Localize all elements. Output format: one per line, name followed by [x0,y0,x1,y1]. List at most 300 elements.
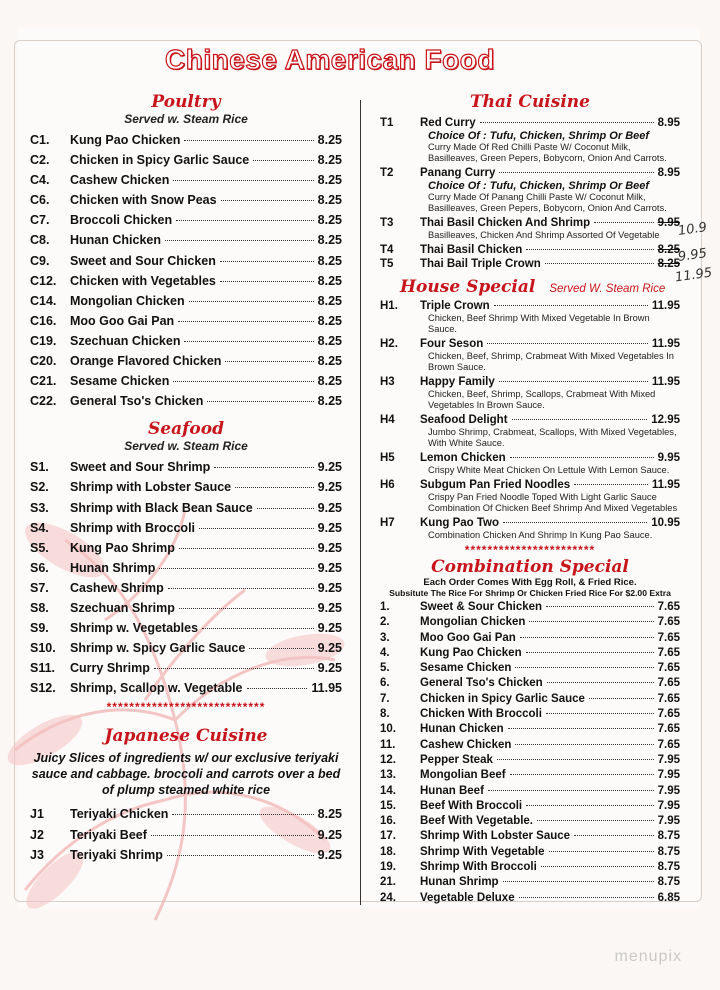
menu-item [30,804,342,824]
item-price: 8.75 [657,830,680,843]
dot-leader [546,606,654,607]
house-title: House Special [400,277,536,297]
item-price: 11.95 [651,376,680,388]
dot-leader [178,321,313,322]
menu-item [380,799,680,814]
item-name: Mongolian Beef [420,769,506,782]
poultry-title: Poultry [151,92,221,112]
item-code: S6. [30,560,49,575]
item-name: Chicken with Snow Peas [70,193,217,208]
item-price: 10.95 [651,517,680,529]
item-name: Chicken With Broccoli [420,708,542,721]
item-price: 8.25 [317,313,342,328]
item-code: 4. [380,646,390,659]
item-price: 9.25 [317,540,342,555]
item-price: 8.25 [317,173,342,188]
item-price: 9.25 [317,580,342,595]
menu-item [30,638,342,658]
menu-item [30,518,342,538]
item-name: Sweet & Sour Chicken [420,601,543,613]
item-code: 21. [380,876,396,889]
item-price: 9.25 [317,460,342,475]
dot-leader [529,621,653,622]
dot-leader [546,713,654,714]
seafood-title: Seafood [148,419,224,440]
dot-leader [541,866,654,867]
t2-choice: Choice Of : Tufu, Chicken, Shrimp Or Beef [428,180,650,192]
menu-item [30,331,342,351]
item-code: 6. [380,677,390,690]
item-code: S12. [30,681,56,696]
item-name: Shrimp, Scallop w. Vegetable [70,681,243,696]
item-code: H4 [380,414,395,426]
item-code: C21. [30,374,57,389]
item-price: 7.95 [657,769,680,782]
item-price: 8.25 [317,807,342,822]
menu-item [30,190,342,210]
item-price: 11.95 [651,300,680,312]
menu-item [380,451,680,465]
item-name: Vegetable Deluxe [420,891,515,904]
house-stars: *********************** [464,543,596,557]
dot-leader [220,281,314,282]
dot-leader [179,608,314,609]
menu-item [30,371,342,391]
item-name: Hunan Chicken [420,723,504,736]
dot-leader [189,301,314,302]
item-price: 9.25 [317,661,342,676]
menu-item [380,646,680,661]
dot-leader [172,814,313,815]
dot-leader [168,588,314,589]
t2-description: Curry Made Of Panang Chilli Paste W/ Coconut Milk, Basilleaves, Green Pepers, Bobycorn, Onion And Carrots. [428,192,667,213]
item-name: Sweet and Sour Shrimp [70,460,211,475]
item-price: 9.25 [317,480,342,495]
menu-item [380,722,680,737]
menu-item [30,230,342,250]
watermark-text: menupix [614,948,682,965]
item-name: Cashew Chicken [420,738,512,751]
item-price: 7.65 [657,662,680,675]
item-price: 8.25 [317,273,342,288]
item-code: 11. [380,738,396,751]
item-price: 7.95 [657,753,680,766]
combo-note-2: Subsitute The Rice For Shrimp Or Chicken Fried Rice For $2.00 Extra [389,588,671,598]
item-price: 9.25 [317,600,342,615]
dot-leader [537,820,654,821]
menu-item-T3: T3 Thai Basil Chicken And Shrimp 9.95 [380,217,680,229]
item-name: Sweet and Sour Chicken [70,253,216,268]
handwritten-price-t3: 10.9 [677,220,708,239]
item-name: Teriyaki Beef [70,827,147,842]
dot-leader [167,855,314,856]
item-name: Beef With Broccoli [420,799,523,812]
dot-leader [173,381,313,382]
item-name: Orange Flavored Chicken [70,354,222,369]
menu-item [30,598,342,618]
item-description: Crispy Pan Fried Noodle Toped With Light Garlic Sauce Combination Of Chicken Beef Shrimp And Mixed Vegetables [428,492,678,513]
dot-leader [503,522,647,523]
item-price: 9.95 [657,452,680,464]
item-name: Moo Goo Gai Pan [420,631,516,644]
dot-leader [512,419,648,420]
menu-item [380,753,680,768]
menu-item [380,829,680,844]
item-name: Hunan Shrimp [70,560,156,575]
item-code: S11. [30,661,56,676]
menu-item [380,784,680,799]
menu-item [380,375,680,389]
item-code: 16. [380,815,396,828]
item-name: Teriyaki Chicken [70,807,169,822]
menu-item [30,538,342,558]
item-name: Mongolian Chicken [420,616,526,629]
item-code: C12. [30,273,57,288]
menu-item [30,210,342,230]
dot-leader [526,652,654,653]
item-price: 7.65 [657,738,680,751]
menu-item [30,457,342,477]
item-name: Shrimp with Broccoli [70,520,196,535]
item-price: 8.25 [317,394,342,409]
menu-item [380,337,680,351]
menu-item [30,498,342,518]
item-name: General Tso's Chicken [70,394,204,409]
item-price: 7.65 [657,646,680,659]
item-code: 24. [380,891,396,904]
house-header [380,277,680,297]
item-code: C7. [30,213,50,228]
item-description: Chicken, Beef Shrimp With Mixed Vegetable In Brown Sauce. [428,313,650,334]
item-name: Triple Crown [420,300,490,312]
menu-item-T2: T2 Panang Curry 8.95 [380,167,680,179]
item-code: 14. [380,784,396,797]
item-price: 9.25 [317,847,342,862]
menu-item [380,891,680,906]
handwritten-price-t4: 9.95 [677,246,708,265]
item-price: 11.95 [311,681,342,696]
menu-item-T5: T5 Thai Bail Triple Crown 8.25 [380,258,680,270]
dot-leader [515,667,653,668]
item-name: Shrimp With Broccoli [420,861,537,874]
dot-leader [526,805,653,806]
item-code: H3 [380,376,395,388]
menu-item [30,477,342,497]
item-name: Chicken in Spicy Garlic Sauce [420,692,585,705]
dot-leader [225,361,313,362]
menu-item [380,875,680,890]
item-code: 15. [380,799,396,812]
item-price: 9.25 [317,500,342,515]
poultry-list [30,130,342,411]
item-code: C14. [30,293,57,308]
menu-item [380,299,680,313]
item-price: 8.75 [657,845,680,858]
dot-leader [515,744,653,745]
dot-leader [214,467,313,468]
dot-leader [589,698,654,699]
dot-leader [257,508,314,509]
item-code: J3 [30,847,44,862]
item-name: Cashew Shrimp [70,580,164,595]
item-code: H5 [380,452,395,464]
item-code: S1. [30,460,49,475]
menu-item [30,150,342,170]
menu-item [380,768,680,783]
dot-leader [184,341,313,342]
item-name: Seafood Delight [420,414,508,426]
menu-item [30,845,342,865]
menu-item [380,707,680,722]
item-price: 9.25 [317,641,342,656]
item-code: 13. [380,769,396,782]
column-divider [360,100,361,905]
item-name: Kung Pao Shrimp [70,540,175,555]
menu-item [380,600,680,615]
dot-leader [520,637,654,638]
dot-leader [151,835,314,836]
item-price: 8.25 [317,193,342,208]
dot-leader [159,568,313,569]
combo-list [380,600,680,906]
item-name: Shrimp With Vegetable [420,845,545,858]
menu-item [30,391,342,411]
house-list [380,299,680,541]
item-name: Kung Pao Chicken [420,646,522,659]
menu-item [30,291,342,311]
menu-item [380,631,680,646]
t1-description: Curry Made Of Red Chilli Paste W/ Coconut Milk, Basilleaves, Green Pepers, Bobycorn, Onion And Carrots. [428,142,667,163]
dot-leader [176,220,314,221]
item-price: 8.25 [317,253,342,268]
dot-leader [235,487,314,488]
menu-item [380,860,680,875]
menu-item [30,251,342,271]
item-code: 18. [380,845,396,858]
dot-leader [497,759,654,760]
item-description: Crispy White Meat Chicken On Lettule With Lemon Sauce. [428,465,670,475]
dot-leader [221,200,314,201]
right-column [380,92,680,906]
item-code: S5. [30,540,49,555]
t3-description: Basilleaves, Chicken And Shrimp Assorted Of Vegetable [428,230,660,240]
item-code: H1. [380,300,398,312]
dot-leader [173,180,313,181]
menu-item [380,413,680,427]
item-name: Hunan Shrimp [420,876,499,889]
item-name: Hunan Beef [420,784,484,797]
seafood-stars: **************************** [106,700,266,715]
page-title: Chinese American Food [165,44,495,75]
japanese-description: Juicy Slices of ingredients w/ our exclusive teriyaki sauce and cabbage. broccoli and carrots over a bed of plump steamed white rice [31,751,341,798]
item-code: C2. [30,153,50,168]
handwritten-price-t5: 11.95 [674,265,714,286]
item-price: 9.25 [317,827,342,842]
seafood-subtitle: Served w. Steam Rice [124,439,248,454]
item-price: 11.95 [651,479,680,491]
item-price: 8.25 [317,354,342,369]
item-code: S3. [30,500,49,515]
item-code: S7. [30,580,49,595]
item-code: S4. [30,520,49,535]
t1-choice: Choice Of : Tufu, Chicken, Shrimp Or Beef [428,130,650,142]
item-code: C8. [30,233,50,248]
item-code: S10. [30,641,56,656]
item-price: 7.65 [657,631,680,644]
item-price: 12.95 [651,414,680,426]
japanese-title: Japanese Cuisine [104,726,268,747]
item-price: 9.25 [317,520,342,535]
item-price: 8.75 [657,876,680,889]
dot-leader [165,240,314,241]
menu-item [30,351,342,371]
item-price: 7.65 [657,601,680,613]
item-price: 7.95 [657,815,680,828]
dot-leader [253,160,313,161]
menu-item [30,311,342,331]
item-description: Chicken, Beef, Shrimp, Scallops, Crabmeat With Mixed Vegetables In Brown Sauce. [428,389,656,410]
item-name: Curry Shrimp [70,661,150,676]
item-name: Mongolian Chicken [70,293,185,308]
item-code: 3. [380,631,390,644]
item-price: 7.65 [657,708,680,721]
menu-item [30,578,342,598]
dot-leader [202,628,314,629]
item-name: Shrimp w. Spicy Garlic Sauce [70,641,246,656]
item-code: C20. [30,354,57,369]
item-name: Subgum Pan Fried Noodles [420,479,571,491]
menu-item [380,615,680,630]
item-price: 6.85 [657,891,680,904]
menu-item [380,845,680,860]
item-name: Chicken with Vegetables [70,273,216,288]
item-name: General Tso's Chicken [420,677,543,690]
item-name: Szechuan Shrimp [70,600,175,615]
dot-leader [487,343,648,344]
item-code: C9. [30,253,50,268]
item-name: Lemon Chicken [420,452,506,464]
item-price: 7.65 [657,692,680,705]
item-name: Kung Pao Two [420,517,500,529]
item-price: 8.75 [657,861,680,874]
dot-leader [207,401,313,402]
item-code: 7. [380,692,390,705]
item-name: Shrimp with Black Bean Sauce [70,500,253,515]
item-code: 10. [380,723,396,736]
menu-item [30,618,342,638]
dot-leader [574,484,648,485]
item-name: Shrimp With Lobster Sauce [420,830,571,843]
item-code: C4. [30,173,50,188]
item-code: S8. [30,600,49,615]
left-column [30,92,342,865]
dot-leader [184,140,313,141]
item-name: Cashew Chicken [70,173,170,188]
item-name: Hunan Chicken [70,233,161,248]
item-price: 8.25 [317,213,342,228]
house-subtitle: Served W. Steam Rice [549,283,666,295]
dot-leader [488,790,654,791]
dot-leader [519,897,654,898]
menu-item [30,678,342,698]
combo-title: Combination Special [431,557,629,577]
item-code: H7 [380,517,395,529]
dot-leader [154,668,314,669]
item-price: 8.25 [317,333,342,348]
item-name: Sesame Chicken [420,662,512,675]
dot-leader [503,881,654,882]
item-code: J1 [30,807,44,822]
menu-item [380,814,680,829]
seafood-list [30,457,342,698]
item-price: 8.25 [317,153,342,168]
item-price: 7.95 [657,784,680,797]
menu-item [380,478,680,492]
item-price: 9.25 [317,621,342,636]
menu-item [30,271,342,291]
item-name: Broccoli Chicken [70,213,173,228]
dot-leader [510,457,654,458]
item-price: 9.25 [317,560,342,575]
japanese-list [30,804,342,864]
poultry-subtitle: Served w. Steam Rice [124,112,248,126]
item-code: C1. [30,133,50,147]
item-name: Four Seson [420,338,484,350]
dot-leader [247,688,308,689]
item-code: 1. [380,601,390,613]
item-price: 8.25 [317,374,342,389]
item-code: C16. [30,313,57,328]
item-price: 11.95 [651,338,680,350]
dot-leader [199,528,314,529]
menu-item [380,516,680,530]
item-price: 7.65 [657,616,680,629]
menu-item [30,130,342,150]
item-code: C22. [30,394,57,409]
item-price: 8.25 [317,233,342,248]
item-code: H6 [380,479,395,491]
item-name: Sesame Chicken [70,374,170,389]
item-code: S9. [30,621,49,636]
dot-leader [510,774,654,775]
item-name: Pepper Steak [420,753,493,766]
item-price: 8.25 [317,293,342,308]
item-code: 12. [380,753,396,766]
item-code: 19. [380,861,396,874]
item-price: 7.95 [657,799,680,812]
menu-item [30,170,342,190]
item-description: Jumbo Shrimp, Crabmeat, Scallops, With Mixed Vegetables, With White Sauce. [428,427,677,448]
item-name: Moo Goo Gai Pan [70,313,175,328]
item-code: J2 [30,827,44,842]
dot-leader [508,728,654,729]
dot-leader [494,305,648,306]
item-code: 8. [380,708,390,721]
item-code: C19. [30,333,57,348]
menu-item [380,661,680,676]
dot-leader [220,261,314,262]
item-code: 17. [380,830,396,843]
item-price: 7.65 [657,677,680,690]
menu-item-T4: T4 Thai Basil Chicken 8.25 [380,244,680,256]
dot-leader [549,851,654,852]
item-name: Beef With Vegetable. [420,815,534,828]
item-name: Chicken in Spicy Garlic Sauce [70,153,250,168]
item-price: 7.65 [657,723,680,736]
item-name: Kung Pao Chicken [70,133,181,147]
item-name: Shrimp with Lobster Sauce [70,480,232,495]
item-name: Szechuan Chicken [70,333,181,348]
